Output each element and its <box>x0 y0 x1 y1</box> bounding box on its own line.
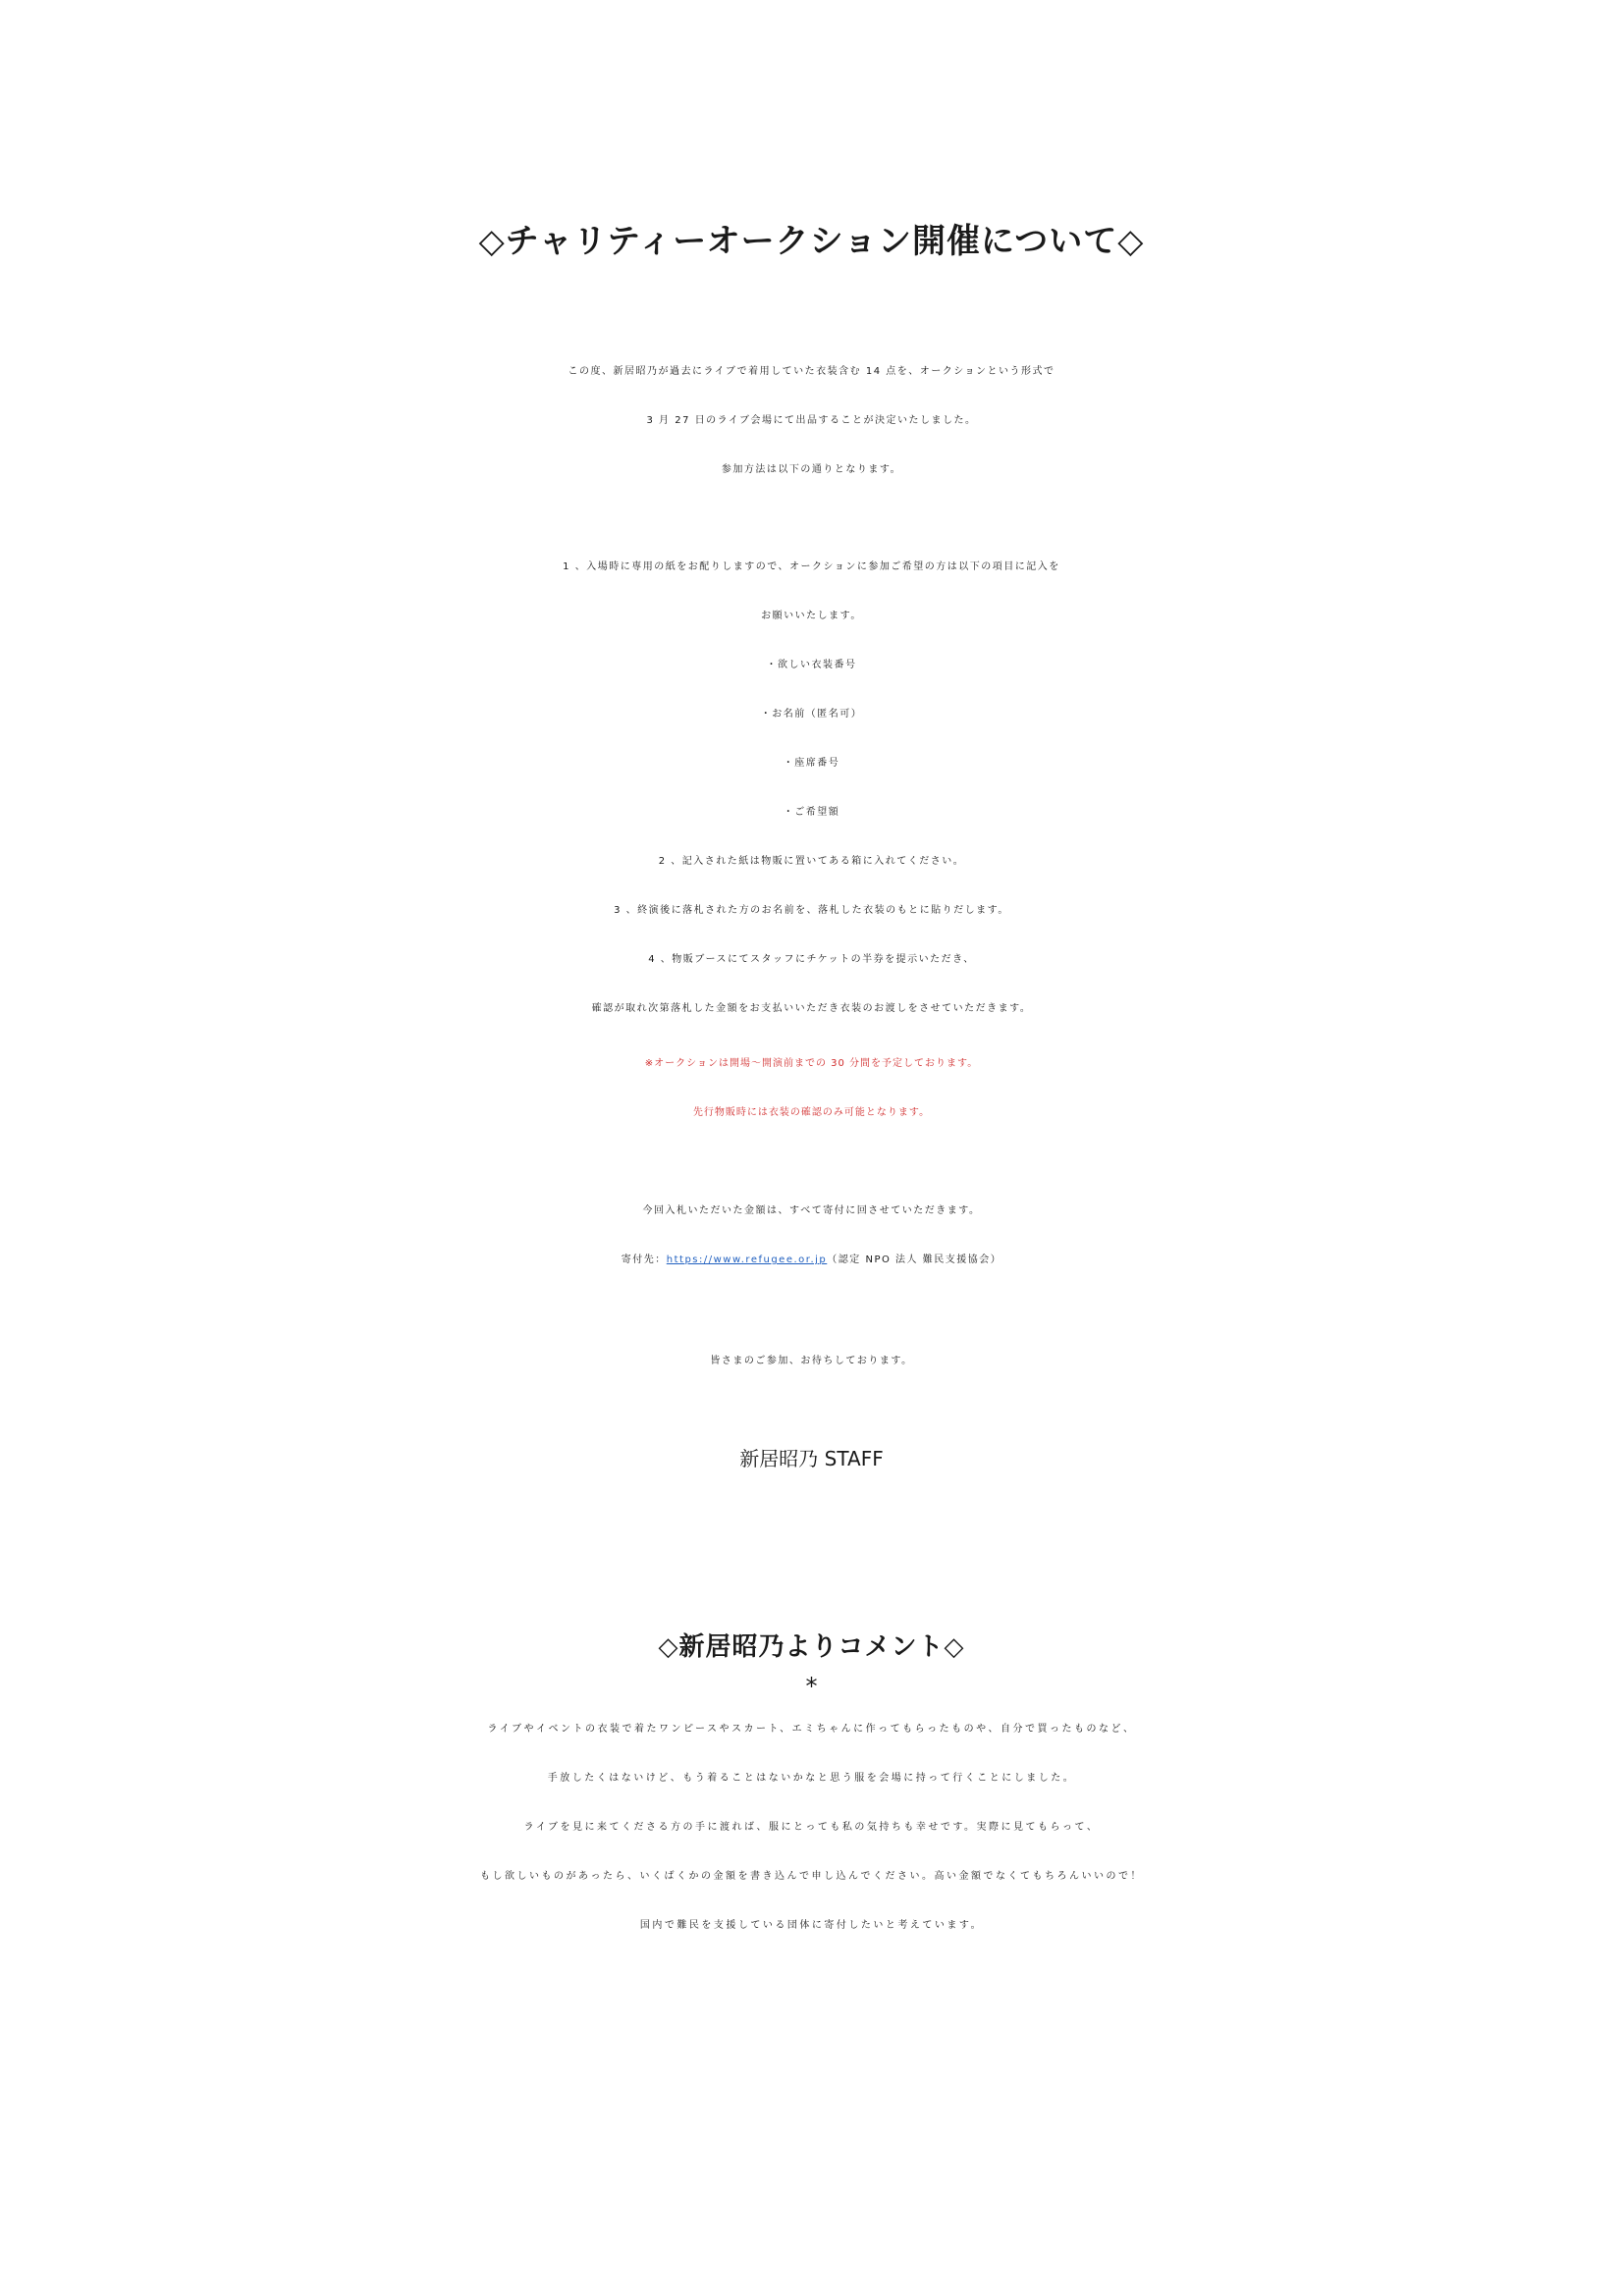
comment-line: もし欲しいものがあったら、いくばくかの金額を書き込んで申し込んでください。高い金額でなくてもちろんいいので！ <box>480 1871 1143 1882</box>
comment-line: ライブを見に来てくださる方の手に渡れば、服にとっても私の気持ちも幸せです。実際に見てもらって、 <box>523 1822 1100 1833</box>
intro-line: 参加方法は以下の通りとなります。 <box>721 464 902 475</box>
step-1: 1 、入場時に専用の紙をお配りしますので、オークションに参加ご希望の方は以下の項目に記入を <box>563 561 1060 572</box>
closing-message: 皆さまのご参加、お待ちしております。 <box>710 1356 913 1366</box>
page-title: ◇チャリティーオークション開催について◇ <box>478 222 1145 261</box>
field-name: ・お名前（匿名可） <box>760 709 863 720</box>
comment-line: 国内で難民を支援している団体に寄付したいと考えています。 <box>639 1920 984 1931</box>
pre-sale-note: 先行物販時には衣装の確認のみ可能となります。 <box>692 1107 931 1118</box>
field-desired-amount: ・ご希望額 <box>783 807 840 818</box>
donation-prefix: 寄付先： <box>621 1255 667 1265</box>
comment-line: 手放したくはないけど、もう着ることはないかなと思う服を会場に持って行くことにしました。 <box>547 1773 1076 1784</box>
intro-section <box>0 347 1623 495</box>
intro-line: この度、新居昭乃が過去にライブで着用していた衣装含む 14 点を、オークションという形式で <box>568 366 1055 377</box>
donation-link[interactable]: https://www.refugee.or.jp <box>666 1255 828 1265</box>
step-2: 2 、記入された紙は物販に置いてある箱に入れてください。 <box>658 856 965 867</box>
donation-section <box>0 1187 1623 1285</box>
step-1-continued: お願いいたします。 <box>761 611 862 621</box>
step-3: 3 、終演後に落札された方のお名前を、落札した衣装のもとに貼りだします。 <box>614 905 1009 916</box>
steps-section <box>0 543 1623 1034</box>
donation-recipient <box>0 1236 1623 1285</box>
comment-asterisk: * <box>805 1673 818 1700</box>
donation-org: （認定 NPO 法人 難民支援協会） <box>827 1255 1002 1265</box>
comment-title: ◇新居昭乃よりコメント◇ <box>658 1632 965 1662</box>
intro-line: 3 月 27 日のライブ会場にて出品することが決定いたしました。 <box>646 415 977 426</box>
field-costume-number: ・欲しい衣装番号 <box>766 660 857 670</box>
step-4: 4 、物販ブースにてスタッフにチケットの半券を提示いただき、 <box>648 954 975 965</box>
closing-section <box>0 1337 1623 1386</box>
donation-statement: 今回入札いただいた金額は、すべて寄付に回させていただきます。 <box>642 1205 981 1216</box>
staff-signature: 新居昭乃 STAFF <box>739 1447 884 1470</box>
step-4-continued: 確認が取れ次第落札した金額をお支払いいただき衣装のお渡しをさせていただきます。 <box>591 1003 1032 1014</box>
comment-line: ライブやイベントの衣装で着たワンピースやスカート、エミちゃんに作ってもらったものや、自分で買ったものなど、 <box>487 1724 1136 1735</box>
notes-section <box>0 1040 1623 1138</box>
field-seat-number: ・座席番号 <box>783 758 840 769</box>
auction-time-note: ※オークションは開場～開演前までの 30 分間を予定しております。 <box>644 1058 979 1069</box>
comment-section <box>0 1705 1623 1950</box>
